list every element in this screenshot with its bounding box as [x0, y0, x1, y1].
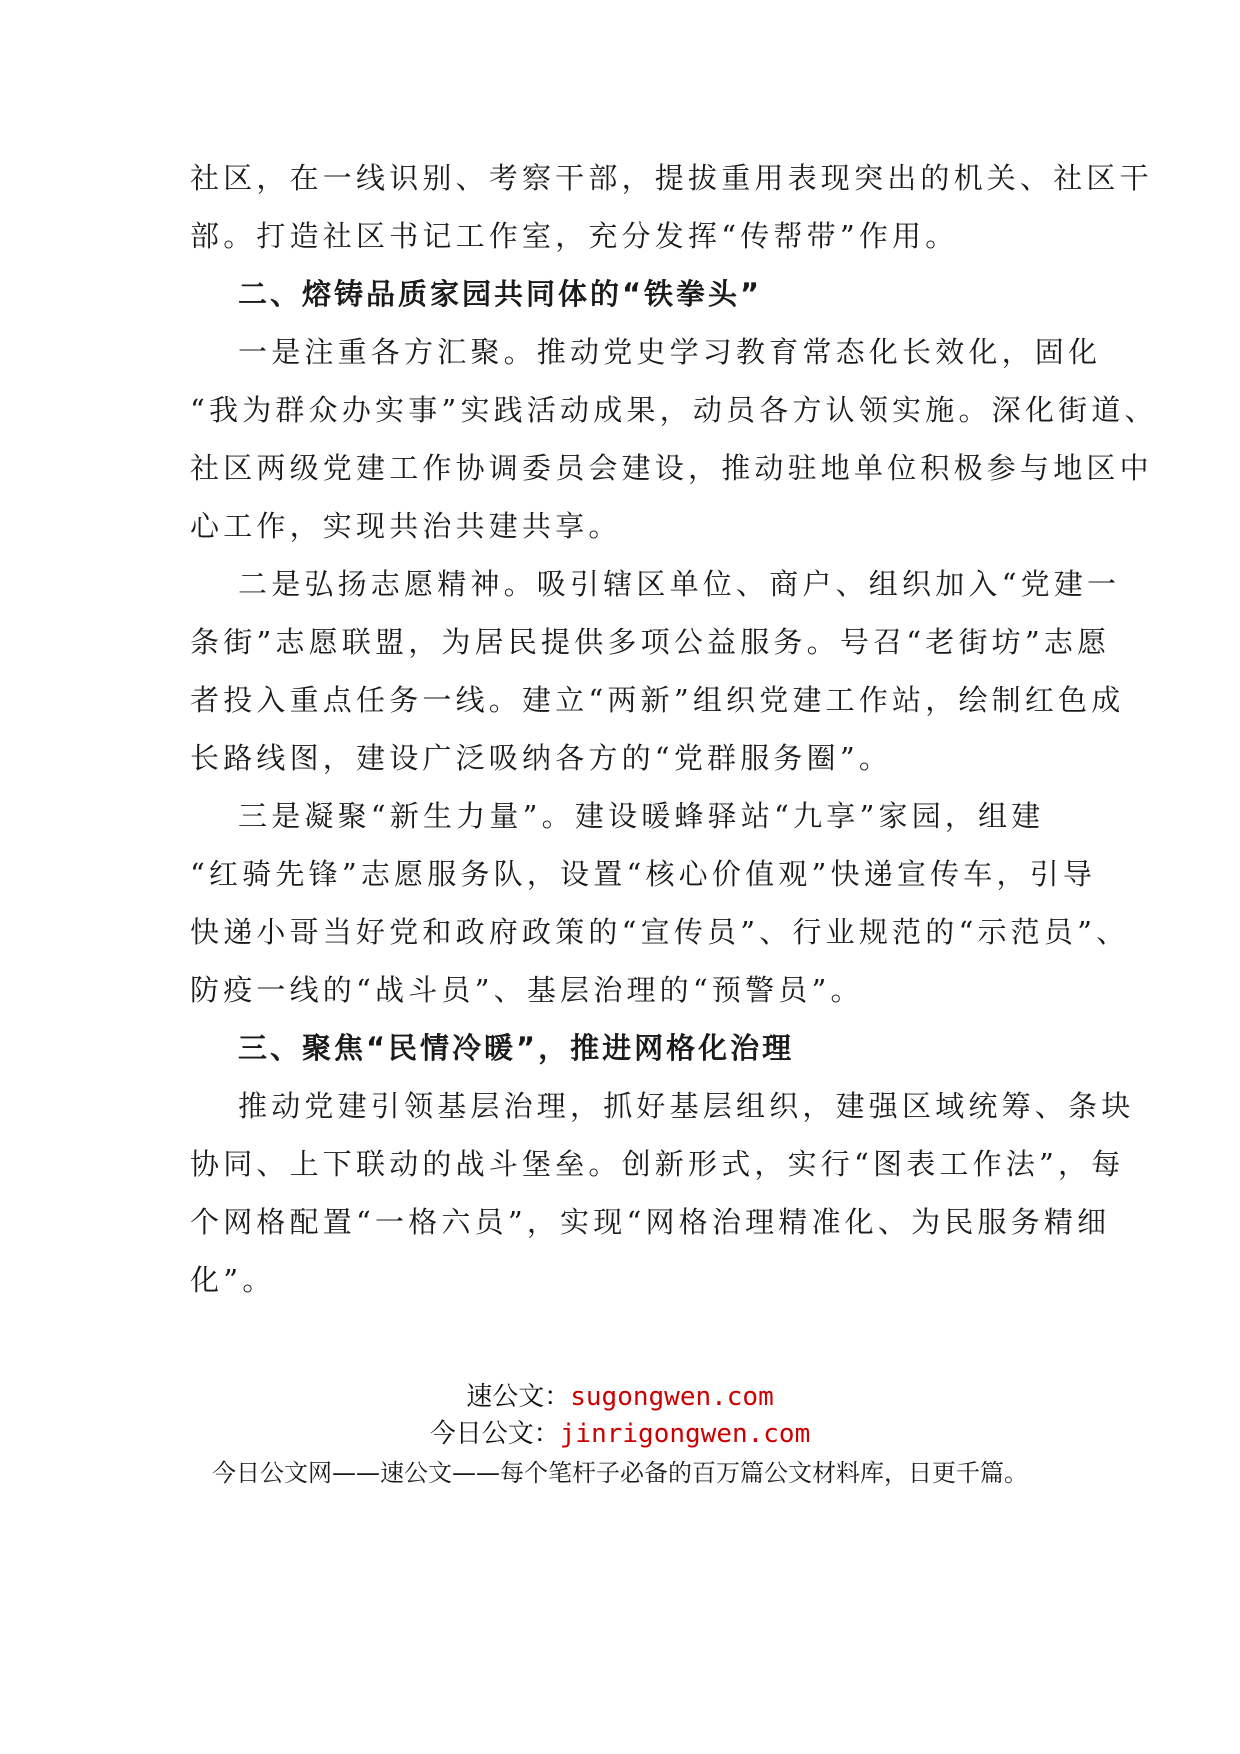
footer-line-jinrigongwen — [0, 1417, 1240, 1451]
footer-label: 速公文： — [466, 1382, 571, 1412]
paragraph-line: “我为群众办实事”实践活动成果，动员各方认领实施。深化街道、 — [190, 393, 1158, 427]
section-heading: 三、聚焦“民情冷暖”，推进网格化治理 — [238, 1031, 795, 1065]
footer-link-jinrigongwen[interactable]: jinrigongwen.com — [559, 1419, 811, 1449]
paragraph-line: “红骑先锋”志愿服务队，设置“核心价值观”快递宣传车，引导 — [190, 857, 1097, 891]
paragraph-line: 者投入重点任务一线。建立“两新”组织党建工作站，绘制红色成 — [190, 683, 1125, 717]
paragraph-line: 社区，在一线识别、考察干部，提拔重用表现突出的机关、社区干 — [190, 161, 1153, 195]
paragraph-line: 快递小哥当好党和政府政策的“宣传员”、行业规范的“示范员”、 — [190, 915, 1130, 949]
paragraph-line: 化”。 — [190, 1263, 276, 1297]
paragraph-line: 个网格配置“一格六员”，实现“网格治理精准化、为民服务精细 — [190, 1205, 1111, 1239]
paragraph-line: 一是注重各方汇聚。推动党史学习教育常态化长效化，固化 — [238, 335, 1102, 369]
paragraph-line: 推动党建引领基层治理，抓好基层组织，建强区域统筹、条块 — [238, 1089, 1135, 1123]
paragraph-line: 部。打造社区书记工作室，充分发挥“传帮带”作用。 — [190, 219, 959, 253]
paragraph-line: 三是凝聚“新生力量”。建设暖蜂驿站“九享”家园，组建 — [238, 799, 1045, 833]
paragraph-line: 协同、上下联动的战斗堡垒。创新形式，实行“图表工作法”，每 — [190, 1147, 1125, 1181]
paragraph-line: 长路线图，建设广泛吸纳各方的“党群服务圈”。 — [190, 741, 893, 775]
footer-label: 今日公文： — [429, 1419, 560, 1449]
footer-line-sugongwen — [0, 1380, 1240, 1414]
paragraph-line: 条街”志愿联盟，为居民提供多项公益服务。号召“老街坊”志愿 — [190, 625, 1111, 659]
footer-link-sugongwen[interactable]: sugongwen.com — [570, 1382, 774, 1412]
paragraph-line: 防疫一线的“战斗员”、基层治理的“预警员”。 — [190, 973, 864, 1007]
section-heading: 二、熔铸品质家园共同体的“铁拳头” — [238, 277, 763, 311]
paragraph-line: 心工作，实现共治共建共享。 — [190, 509, 622, 543]
paragraph-line: 二是弘扬志愿精神。吸引辖区单位、商户、组织加入“党建一 — [238, 567, 1121, 601]
footer-slogan: 今日公文网——速公文——每个笔杆子必备的百万篇公文材料库，日更千篇。 — [212, 1459, 1028, 1487]
paragraph-line: 社区两级党建工作协调委员会建设，推动驻地单位积极参与地区中 — [190, 451, 1153, 485]
